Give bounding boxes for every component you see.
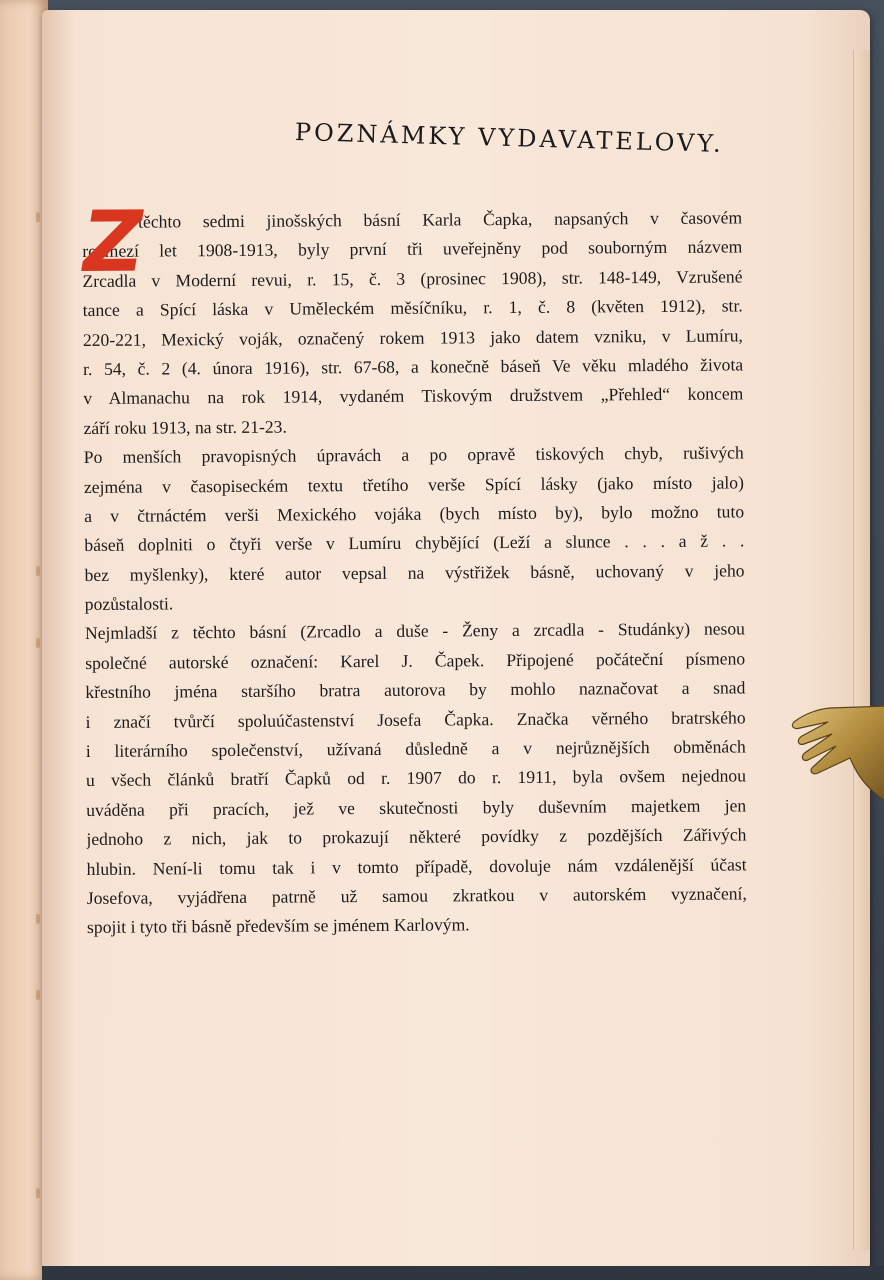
text-line: bez myšlenky), které autor vepsal na výstřižek básně, uchovaný v jeho: [84, 560, 745, 585]
text-line: křestního jména staršího bratra autorova by mohlo naznačovat a snad: [85, 677, 746, 703]
stitch-mark: [36, 638, 40, 648]
stitch-mark: [36, 566, 40, 576]
text-line: společné autorské označení: Karel J. Čapek. Připojené počáteční písmeno: [85, 648, 746, 673]
drop-cap-initial: Z: [73, 192, 152, 292]
text-line: Nejmladší z těchto básní (Zrcadlo a duše - Ženy a zrcadla - Studánky) nesou: [84, 618, 746, 644]
text-line: tance a Spící láska v Uměleckém měsíčníku, r. 1, č. 8 (květen 1912), str.: [82, 295, 743, 321]
text-line: r. 54, č. 2 (4. února 1916), str. 67-68, a konečně báseň Ve věku mladého života: [83, 354, 744, 379]
text-line: v Almanachu na rok 1914, vydaném Tiskovým družstvem „Přehled“ koncem: [83, 383, 744, 409]
text-line: rozmezí let 1908-1913, byly první tři uveřejněny pod souborným názvem: [82, 236, 743, 262]
text-line: i literárního společenství, užívaná důsledně a v nejrůznějších obměnách: [85, 736, 746, 762]
brass-hand-weight-icon: [790, 700, 884, 808]
text-line: Po menších pravopisných úpravách a po opravě tiskových chyb, rušivých: [83, 442, 744, 468]
text-line: hlubin. Není-li tomu tak i v tomto případě, dovoluje nám vzdálenější účast: [86, 853, 747, 879]
text-line: Zrcadla v Moderní revui, r. 15, č. 3 (prosinec 1908), str. 148-149, Vzrušené: [82, 266, 743, 291]
text-line: zejména v časopiseckém textu třetího verše Spící lásky (jako místo jalo): [83, 471, 744, 497]
stitch-mark: [36, 212, 40, 222]
page-title: POZNÁMKY VYDAVATELOVY.: [294, 118, 725, 158]
paragraph-3: [85, 615, 747, 943]
text-line: jednoho z nich, jak to prokazují některé povídky z pozdějších Zářivých: [86, 824, 747, 850]
text-line: pozůstalosti.: [84, 593, 174, 615]
text-line: spojit i tyto tři básně především se jménem Karlovým.: [86, 914, 470, 938]
text-line: září roku 1913, na str. 21-23.: [83, 416, 287, 438]
text-line: uváděna při pracích, jež ve skutečnosti byly duševním majetkem jen: [86, 795, 747, 820]
paragraph-2: [84, 439, 745, 620]
body-text: [73, 192, 747, 942]
stitch-mark: [36, 1188, 40, 1198]
page-fore-edge: [853, 50, 870, 1250]
text-line: 220-221, Mexický voják, označený rokem 1913 jako datem vzniku, v Lumíru,: [82, 324, 743, 350]
text-line: i značí tvůrčí spoluúčastenství Josefa Čapka. Značka věrného bratrského: [85, 707, 746, 732]
left-page-edge: [0, 0, 48, 1280]
stitch-mark: [36, 914, 40, 924]
text-line: těchto sedmi jinošských básní Karla Čapka, napsaných v časovém: [138, 207, 743, 232]
text-line: Josefova, vyjádřena patrně už samou zkratkou v autorském vyznačení,: [86, 883, 747, 908]
stitch-mark: [36, 990, 40, 1000]
table-edge: [42, 1266, 884, 1280]
text-line: a v čtrnáctém verši Mexického vojáka (bych místo by), bylo možno tuto: [84, 501, 745, 526]
text-line: báseň doplniti o čtyři verše v Lumíru chybějící (Leží a slunce . . . a ž . .: [84, 530, 745, 556]
text-line: u všech článků bratří Čapků od r. 1907 do r. 1911, byla ovšem nejednou: [85, 765, 747, 791]
paragraph-1: [73, 192, 744, 443]
